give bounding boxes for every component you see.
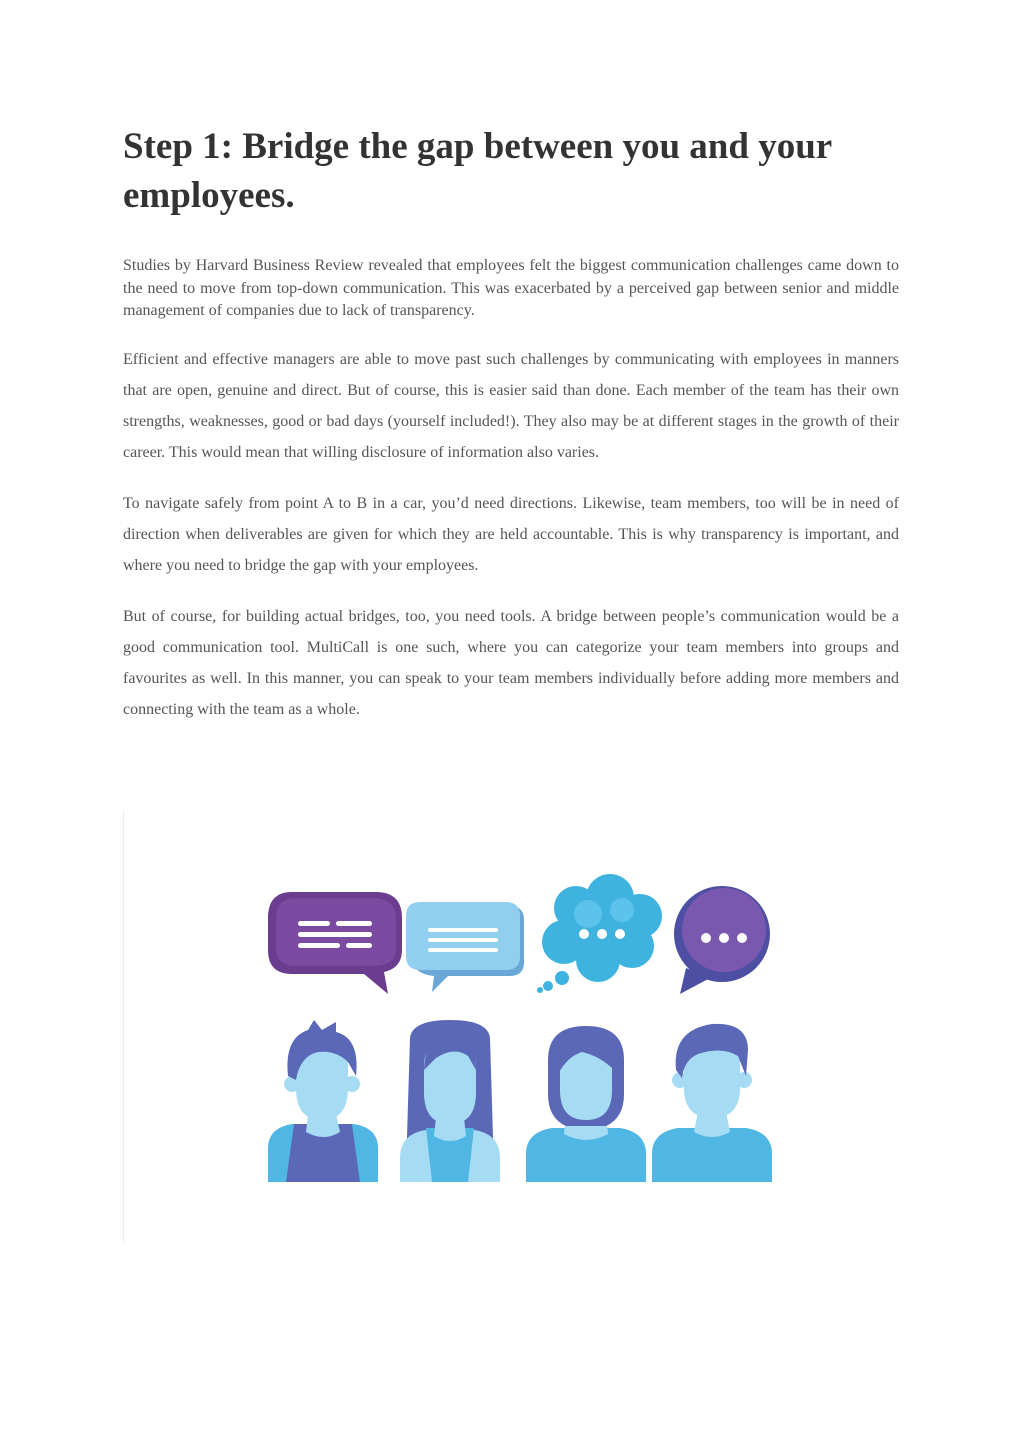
figure-border-line [123, 810, 124, 1243]
message-bubble-lines-icon [406, 902, 524, 992]
person-icon [268, 1020, 378, 1182]
message-bubble-lines-icon [268, 892, 402, 994]
message-bubble-dots-icon [674, 886, 770, 994]
page-title: Step 1: Bridge the gap between you and your employees. [123, 126, 832, 216]
paragraph-4: But of course, for building actual bridges, too, you need tools. A bridge between people’s communication would be a good communication tool. MultiCall is one such, where you can categorize your team members into groups and favourites as well. In this manner, you can speak to your team members individually before adding more members and connecting with the team as a whole. [123, 607, 899, 718]
person-icon [400, 1020, 500, 1182]
thought-cloud-icon [537, 874, 662, 993]
article-body [123, 255, 899, 725]
team-communication-illustration [236, 870, 802, 1190]
paragraph-2: Efficient and effective managers are able to move past such challenges by communicating with employees in manners that are open, genuine and direct. But of course, this is easier said than done. Each member of the team has their own strengths, weaknesses, good or bad days (yourself included!). They also may be at different stages in the growth of their career. This would mean that willing disclosure of information also varies. [123, 350, 899, 461]
person-icon [526, 1026, 646, 1182]
paragraph-3: To navigate safely from point A to B in a car, you’d need directions. Likewise, team members, too will be in need of direction when deliverables are given for which they are held accountable. This is why transparency is important, and where you need to bridge the gap with your employees. [123, 494, 899, 574]
paragraph-1: Studies by Harvard Business Review revealed that employees felt the biggest communication challenges came down to the need to move from top-down communication. This was exacerbated by a perceived gap between senior and middle management of companies due to lack of transparency. [123, 257, 899, 319]
person-icon [652, 1024, 772, 1182]
